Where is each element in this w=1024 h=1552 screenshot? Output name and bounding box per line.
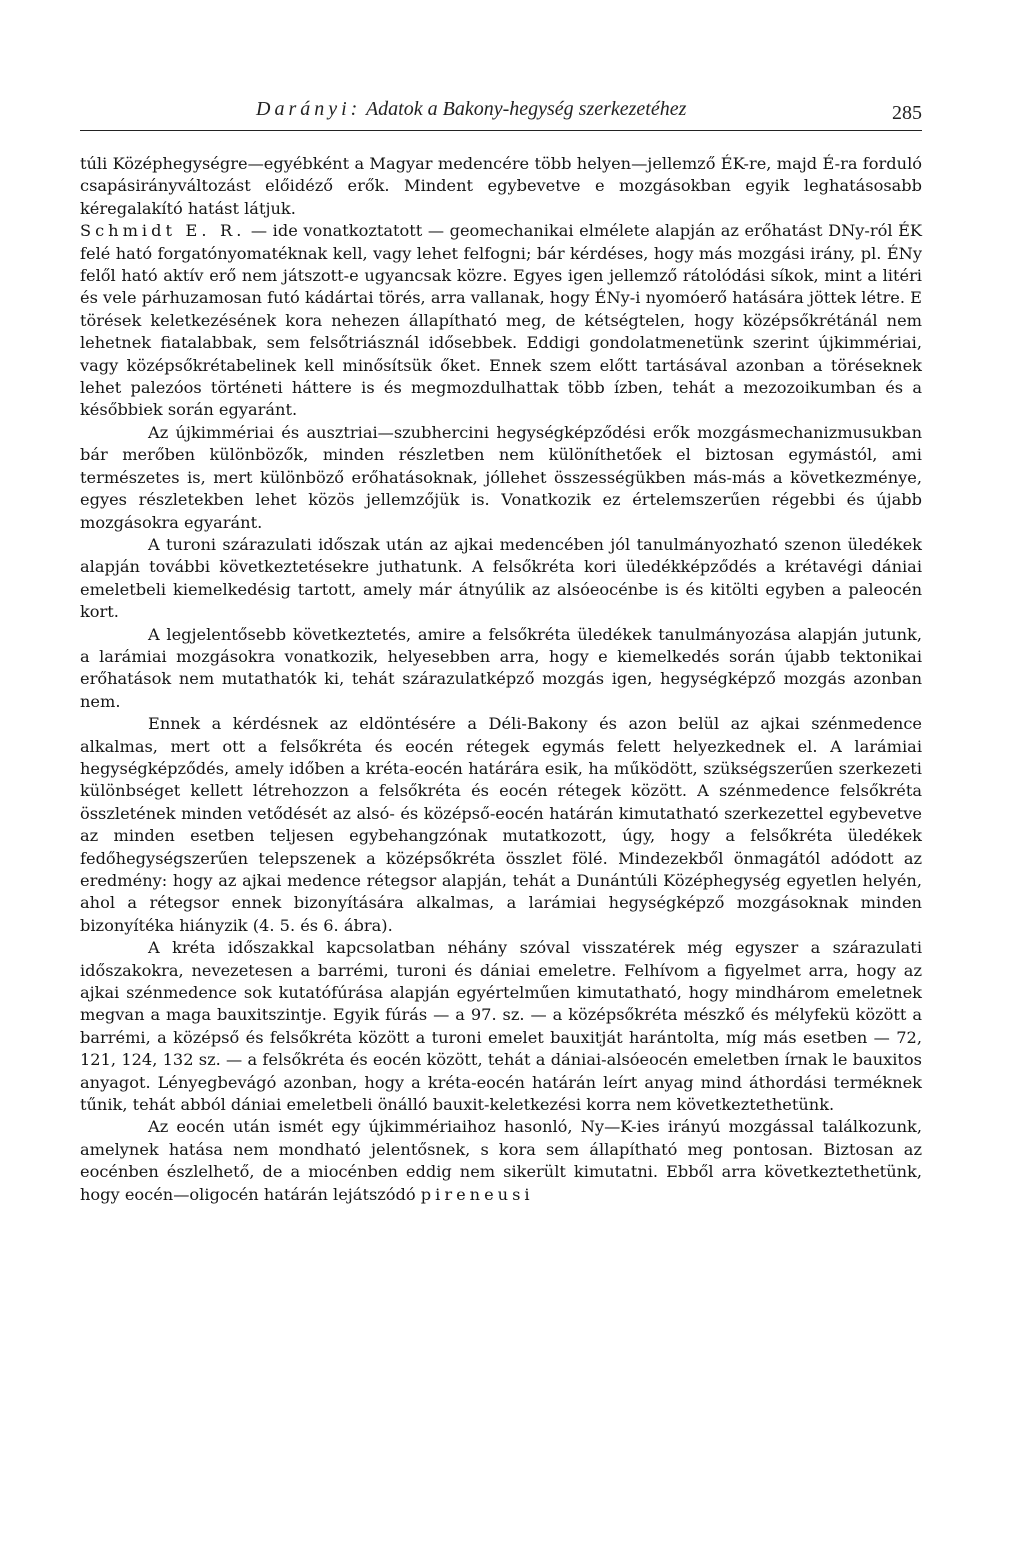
paragraph-text: Ennek a kérdésnek az eldöntésére a Déli-Bakony és azon belül az ajkai szénmedence alkalmas, mert ott a felsőkréta és eocén rétegek egymás felett helyezkednek el. A larámiai hegységképződés, amely időben a kréta-eocén határára esik, ha működött, szükségszerűen szerkezeti különbséget kellett létrehozzon a felsőkréta és eocén rétegek között. A szénmedence felsőkréta összletének minden vetődését az alsó- és középső-eocén határán kimutatható szerkezettel egybevetve az minden esetben teljesen egybehangzónak mutatkozott, úgy, hogy a felsőkréta üledékek fedőhegységszerűen telepszenek a középsőkréta összlet fölé. Mindezekből önmagától adódott az eredmény: hogy az ajkai medence rétegsor alapján, tehát a Dunántúli Középhegység egyetlen helyén, ahol a rétegsor ennek bizonyítására alkalmas, a larámiai hegységképző mozgásoknak minden bizonyítéka hiányzik (4. 5. és 6. ábra).	[80, 714, 922, 935]
paragraph	[80, 153, 922, 220]
paragraph	[80, 534, 922, 624]
page-number: 285	[892, 102, 922, 124]
paragraph	[80, 713, 922, 937]
paragraph	[80, 937, 922, 1116]
document-page	[80, 94, 922, 1206]
paragraph-text: A kréta időszakkal kapcsolatban néhány szóval visszatérek még egyszer a szárazulati időszakokra, nevezetesen a barrémi, turoni és dániai emeletre. Felhívom a figyelmet arra, hogy az ajkai szénmedence sok kutatófúrása alapján egyértelműen kimutatható, hogy mindhárom emeletnek megvan a maga bauxitszintje. Egyik fúrás — a 97. sz. — a középsőkréta mészkő és mélyfekü között a barrémi, a középső és felsőkréta között a turoni emelet bauxitját harántolta, míg más esetben — 72, 121, 124, 132 sz. — a felsőkréta és eocén között, tehát a dániai-alsóeocén emeletben írnak le bauxitos anyagot. Lényegbevágó azonban, hogy a kréta-eocén határán leírt anyag mind áthordási terméknek tűnik, tehát abból dániai emeletbeli önálló bauxit-keletkezési korra nem következtethetünk.	[80, 938, 922, 1115]
paragraph-text: — ide vonatkoztatott — geomechanikai elmélete alapján az erőhatást DNy-ról ÉK felé ható forgatónyomatéknak kell, vagy lehet felfogni; bár kérdéses, hogy más mozgási irány, pl. ÉNy felől ható aktív erő nem játszott-e ugyancsak közre. Egyes igen jellemző rátolódási síkok, mint a litéri és vele párhuzamosan futó kádártai törés, arra vallanak, hogy ÉNy-i nyomóerő hatására jöttek létre. E törések keletkezésének kora nehezen állapítható meg, de kétségtelen, hogy középsőkrétánál nem lehetnek fiatalabbak, sem felsőtriásznál idősebbek. Eddigi gondolatmenetünk szerint újkimmériai, vagy középsőkrétabelinek kell minősítsük őket. Ennek szem előtt tartásával azonban a töréseknek lehet palezóos történeti háttere is és megmozdulhattak több ízben, tehát a mezozoikumban és a későbbiek során egyaránt.	[80, 221, 922, 420]
paragraph-text: túli Középhegységre—egyébként a Magyar medencére több helyen—jellemző ÉK-re, majd É-ra forduló csapásirányváltozást előidéző erők. Mindent egybevetve e mozgásokban egyik leghatásosabb kéregalakító hatást látjuk.	[80, 154, 922, 218]
paragraph	[80, 624, 922, 714]
paragraph-text: Az újkimmériai és ausztriai—szubhercini hegységképződési erők mozgásmechanizmusukban bár merőben különbözők, minden részletben nem különíthetőek el biztosan egymástól, ami természetes is, mert különböző erőhatásoknak, jóllehet összességükben más-más a következménye, egyes részletekben lehet közös jellemzőjük is. Vonatkozik ez értelemszerűen régebbi és újabb mozgásokra egyaránt.	[80, 422, 922, 532]
body-text	[80, 153, 922, 1206]
paragraph-text: A turoni szárazulati időszak után az ajkai medencében jól tanulmányozható szenon üledékek alapján további következtetésekre juthatunk. A felsőkréta kori üledékképződés a krétavégi dániai emeletbeli kiemelkedésig tartott, amely már átnyúlik az alsóeocénbe is és kitölti egyben a paleocén kort.	[80, 534, 922, 622]
paragraph	[80, 220, 922, 422]
spaced-term: pireneusi	[420, 1184, 534, 1204]
running-header	[80, 94, 922, 131]
author-name-spaced: Schmidt E. R.	[80, 221, 246, 241]
paragraph-text: Az eocén után ismét egy újkimmériaihoz hasonló, Ny—K-ies irányú mozgással találkozunk, amelynek hatása nem mondható jelentősnek, s kora sem állapítható meg pontosan. Biztosan az eocénben észlelhető, de a miocénben eddig nem sikerült kimutatni. Ebből arra következtethetünk, hogy eocén—oligocén határán lejátszódó	[80, 1117, 922, 1204]
paragraph	[80, 422, 922, 534]
header-author: Darányi:	[256, 98, 362, 120]
header-title: Adatok a Bakony-hegység szerkezetéhez	[365, 98, 687, 120]
paragraph	[80, 1116, 922, 1206]
running-title	[256, 98, 686, 121]
paragraph-text: A legjelentősebb következtetés, amire a felsőkréta üledékek tanulmányozása alapján jutunk, a larámiai mozgásokra vonatkozik, helyesebben arra, hogy e kiemelkedés során újabb tektonikai erőhatások nem mutathatók ki, tehát szárazulatképző mozgás igen, hegységképző mozgás azonban nem.	[80, 624, 922, 711]
